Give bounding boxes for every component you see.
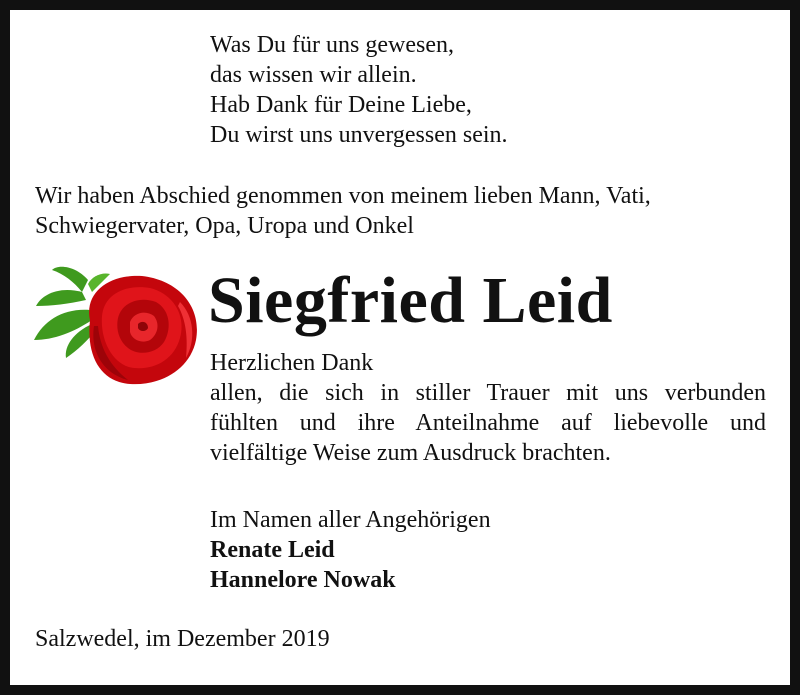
thanks-line: fühlten und ihre Anteilnahme auf liebevolle und: [210, 410, 766, 436]
poem-line: Hab Dank für Deine Liebe,: [210, 92, 472, 118]
red-rose-icon: [30, 262, 205, 387]
intro-text: [35, 181, 651, 241]
poem-line: Du wirst uns unvergessen sein.: [210, 122, 508, 148]
poem: [210, 30, 508, 150]
signatory-name: Renate Leid: [210, 537, 335, 563]
signatory-name: Hannelore Nowak: [210, 567, 396, 593]
intro-line: Wir haben Abschied genommen von meinem lieben Mann, Vati,: [35, 183, 651, 209]
poem-line: Was Du für uns gewesen,: [210, 32, 455, 58]
thanks-line: allen, die sich in stiller Trauer mit uns verbunden: [210, 380, 766, 406]
thanks-block: [210, 348, 766, 468]
rose-bloom: [89, 276, 197, 384]
poem-line: das wissen wir allein.: [210, 62, 417, 88]
intro-line: Schwiegervater, Opa, Uropa und Onkel: [35, 213, 414, 239]
signature-block: [210, 505, 491, 595]
deceased-name: Siegfried Leid: [208, 264, 613, 337]
thanks-heading: Herzlichen Dank: [210, 350, 374, 376]
signature-intro: Im Namen aller Angehörigen: [210, 507, 491, 533]
thanks-line: vielfältige Weise zum Ausdruck brachten.: [210, 440, 611, 466]
place-date: Salzwedel, im Dezember 2019: [35, 626, 330, 652]
